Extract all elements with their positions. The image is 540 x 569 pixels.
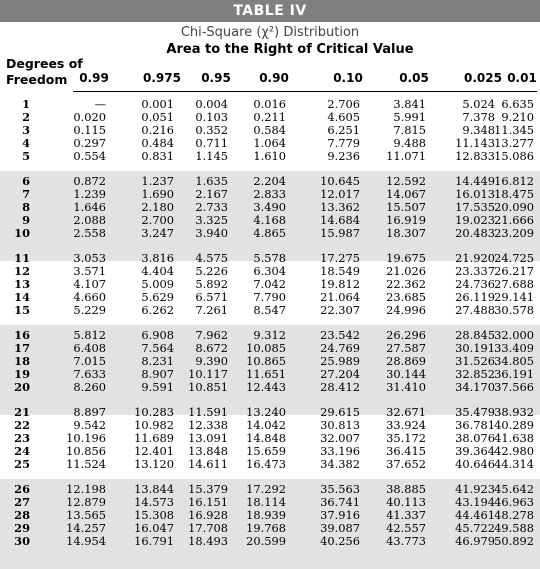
value-cell: 9.236: [327, 149, 360, 163]
value-cell: 25.989: [320, 354, 360, 368]
table-title-banner: TABLE IV: [0, 0, 540, 22]
value-cell: 24.736: [455, 277, 495, 291]
value-cell: 10.117: [188, 367, 228, 381]
value-cell: 2.733: [195, 200, 228, 214]
value-cell: 19.768: [246, 521, 286, 535]
value-cell: 13.277: [494, 136, 534, 150]
column-header: 0.025: [464, 71, 502, 85]
value-cell: 16.047: [134, 521, 174, 535]
value-cell: 30.191: [455, 341, 495, 355]
value-cell: 19.023: [455, 213, 495, 227]
value-cell: 10.865: [246, 354, 286, 368]
value-cell: 27.204: [320, 367, 360, 381]
value-cell: 10.085: [246, 341, 286, 355]
value-cell: 27.587: [386, 341, 426, 355]
value-cell: —: [94, 97, 106, 111]
value-cell: 6.908: [141, 328, 174, 342]
value-cell: 3.325: [195, 213, 228, 227]
value-cell: 15.507: [386, 200, 426, 214]
value-cell: 1.064: [253, 136, 286, 150]
value-cell: 4.404: [141, 264, 174, 278]
value-cell: 12.592: [386, 174, 426, 188]
value-cell: 5.892: [195, 277, 228, 291]
value-cell: 36.741: [320, 495, 360, 509]
value-cell: 35.172: [386, 431, 426, 445]
value-cell: 37.916: [320, 508, 360, 522]
value-cell: 13.120: [134, 457, 174, 471]
value-cell: 7.815: [393, 123, 426, 137]
value-cell: 16.013: [455, 187, 495, 201]
df-cell: 4: [22, 136, 30, 150]
value-cell: 12.833: [455, 149, 495, 163]
df-cell: 17: [14, 341, 30, 355]
value-cell: 37.652: [386, 457, 426, 471]
column-header: 0.90: [259, 71, 289, 85]
value-cell: 6.251: [327, 123, 360, 137]
value-cell: 11.345: [494, 123, 534, 137]
distribution-subtitle: Chi-Square (χ²) Distribution: [180, 25, 360, 40]
value-cell: 26.296: [386, 328, 426, 342]
value-cell: 32.007: [320, 431, 360, 445]
value-cell: 11.651: [246, 367, 286, 381]
value-cell: 18.475: [494, 187, 534, 201]
value-cell: 14.684: [320, 213, 360, 227]
df-cell: 22: [14, 418, 30, 432]
column-header: 0.95: [201, 71, 231, 85]
value-cell: 14.067: [386, 187, 426, 201]
value-cell: 3.940: [195, 226, 228, 240]
value-cell: 3.816: [141, 251, 174, 265]
df-cell: 16: [14, 328, 30, 342]
value-cell: 35.479: [455, 405, 495, 419]
value-cell: 18.114: [246, 495, 286, 509]
df-cell: 19: [14, 367, 30, 381]
value-cell: 5.226: [195, 264, 228, 278]
value-cell: 0.584: [253, 123, 286, 137]
value-cell: 8.260: [73, 380, 106, 394]
value-cell: 17.275: [320, 251, 360, 265]
value-cell: 35.563: [320, 482, 360, 496]
value-cell: 13.565: [66, 508, 106, 522]
value-cell: 21.666: [494, 213, 534, 227]
value-cell: 23.209: [494, 226, 534, 240]
value-cell: 41.923: [455, 482, 495, 496]
value-cell: 0.297: [73, 136, 106, 150]
value-cell: 42.980: [494, 444, 534, 458]
value-cell: 14.449: [455, 174, 495, 188]
value-cell: 0.051: [141, 110, 174, 124]
value-cell: 6.408: [73, 341, 106, 355]
value-cell: 9.488: [393, 136, 426, 150]
df-cell: 29: [14, 521, 30, 535]
df-cell: 27: [14, 495, 30, 509]
value-cell: 13.240: [246, 405, 286, 419]
value-cell: 4.660: [73, 290, 106, 304]
value-cell: 3.247: [141, 226, 174, 240]
value-cell: 10.982: [134, 418, 174, 432]
value-cell: 33.196: [320, 444, 360, 458]
value-cell: 1.690: [141, 187, 174, 201]
value-cell: 15.086: [494, 149, 534, 163]
value-cell: 2.706: [327, 97, 360, 111]
value-cell: 11.143: [455, 136, 495, 150]
value-cell: 21.026: [386, 264, 426, 278]
value-cell: 12.198: [66, 482, 106, 496]
value-cell: 15.987: [320, 226, 360, 240]
value-cell: 8.897: [73, 405, 106, 419]
value-cell: 2.167: [195, 187, 228, 201]
df-cell: 15: [14, 303, 30, 317]
value-cell: 44.461: [455, 508, 495, 522]
df-cell: 30: [14, 534, 30, 548]
value-cell: 24.996: [386, 303, 426, 317]
value-cell: 17.708: [188, 521, 228, 535]
value-cell: 8.907: [141, 367, 174, 381]
df-cell: 2: [22, 110, 30, 124]
df-cell: 24: [14, 444, 30, 458]
df-cell: 26: [14, 482, 30, 496]
value-cell: 7.564: [141, 341, 174, 355]
value-cell: 3.490: [253, 200, 286, 214]
value-cell: 19.812: [320, 277, 360, 291]
value-cell: 0.216: [141, 123, 174, 137]
value-cell: 4.107: [73, 277, 106, 291]
value-cell: 0.554: [73, 149, 106, 163]
value-cell: 45.642: [494, 482, 534, 496]
value-cell: 5.024: [462, 97, 495, 111]
value-cell: 5.629: [141, 290, 174, 304]
value-cell: 12.443: [246, 380, 286, 394]
value-cell: 28.845: [455, 328, 495, 342]
value-cell: 0.352: [195, 123, 228, 137]
value-cell: 3.571: [73, 264, 106, 278]
value-cell: 9.542: [73, 418, 106, 432]
value-cell: 41.638: [494, 431, 534, 445]
value-cell: 9.312: [253, 328, 286, 342]
value-cell: 26.217: [494, 264, 534, 278]
header-rule: [73, 91, 537, 92]
value-cell: 13.362: [320, 200, 360, 214]
value-cell: 5.009: [141, 277, 174, 291]
value-cell: 49.588: [494, 521, 534, 535]
df-cell: 3: [22, 123, 30, 137]
value-cell: 29.615: [320, 405, 360, 419]
value-cell: 48.278: [494, 508, 534, 522]
value-cell: 31.410: [386, 380, 426, 394]
value-cell: 1.646: [73, 200, 106, 214]
value-cell: 12.879: [66, 495, 106, 509]
value-cell: 14.042: [246, 418, 286, 432]
value-cell: 32.671: [386, 405, 426, 419]
value-cell: 16.151: [188, 495, 228, 509]
value-cell: 16.928: [188, 508, 228, 522]
value-cell: 23.337: [455, 264, 495, 278]
df-cell: 7: [22, 187, 30, 201]
df-header-line-2: Freedom: [6, 72, 68, 87]
value-cell: 9.390: [195, 354, 228, 368]
value-cell: 30.144: [386, 367, 426, 381]
value-cell: 30.813: [320, 418, 360, 432]
value-cell: 14.573: [134, 495, 174, 509]
value-cell: 9.210: [501, 110, 534, 124]
value-cell: 46.963: [494, 495, 534, 509]
df-cell: 14: [14, 290, 30, 304]
value-cell: 28.412: [320, 380, 360, 394]
value-cell: 17.292: [246, 482, 286, 496]
value-cell: 1.610: [253, 149, 286, 163]
value-cell: 7.790: [253, 290, 286, 304]
value-cell: 0.115: [73, 123, 106, 137]
value-cell: 30.578: [494, 303, 534, 317]
value-cell: 44.314: [494, 457, 534, 471]
column-header: 0.01: [507, 71, 537, 85]
value-cell: 0.711: [195, 136, 228, 150]
value-cell: 27.688: [494, 277, 534, 291]
value-cell: 14.257: [66, 521, 106, 535]
value-cell: 6.635: [501, 97, 534, 111]
value-cell: 10.851: [188, 380, 228, 394]
value-cell: 2.700: [141, 213, 174, 227]
value-cell: 36.415: [386, 444, 426, 458]
value-cell: 36.191: [494, 367, 534, 381]
value-cell: 8.231: [141, 354, 174, 368]
table-row: [0, 150, 540, 163]
value-cell: 38.932: [494, 405, 534, 419]
value-cell: 0.001: [141, 97, 174, 111]
value-cell: 5.991: [393, 110, 426, 124]
value-cell: 4.575: [195, 251, 228, 265]
value-cell: 18.939: [246, 508, 286, 522]
value-cell: 9.348: [462, 123, 495, 137]
value-cell: 7.633: [73, 367, 106, 381]
value-cell: 11.071: [386, 149, 426, 163]
value-cell: 12.401: [134, 444, 174, 458]
value-cell: 11.591: [188, 405, 228, 419]
value-cell: 26.119: [455, 290, 495, 304]
value-cell: 39.087: [320, 521, 360, 535]
value-cell: 7.779: [327, 136, 360, 150]
df-cell: 9: [22, 213, 30, 227]
value-cell: 0.020: [73, 110, 106, 124]
column-header: 0.10: [333, 71, 363, 85]
value-cell: 28.869: [386, 354, 426, 368]
value-cell: 27.488: [455, 303, 495, 317]
df-cell: 5: [22, 149, 30, 163]
value-cell: 40.113: [386, 495, 426, 509]
value-cell: 36.781: [455, 418, 495, 432]
value-cell: 6.571: [195, 290, 228, 304]
value-cell: 32.852: [455, 367, 495, 381]
df-cell: 28: [14, 508, 30, 522]
value-cell: 50.892: [494, 534, 534, 548]
value-cell: 38.076: [455, 431, 495, 445]
value-cell: 24.769: [320, 341, 360, 355]
value-cell: 13.848: [188, 444, 228, 458]
value-cell: 2.833: [253, 187, 286, 201]
value-cell: 2.088: [73, 213, 106, 227]
value-cell: 21.064: [320, 290, 360, 304]
df-cell: 1: [22, 97, 30, 111]
value-cell: 6.304: [253, 264, 286, 278]
value-cell: 45.722: [455, 521, 495, 535]
value-cell: 4.168: [253, 213, 286, 227]
df-cell: 6: [22, 174, 30, 188]
value-cell: 1.145: [195, 149, 228, 163]
value-cell: 7.042: [253, 277, 286, 291]
value-cell: 8.672: [195, 341, 228, 355]
value-cell: 22.362: [386, 277, 426, 291]
value-cell: 42.557: [386, 521, 426, 535]
value-cell: 0.004: [195, 97, 228, 111]
value-cell: 5.229: [73, 303, 106, 317]
value-cell: 10.645: [320, 174, 360, 188]
df-cell: 12: [14, 264, 30, 278]
value-cell: 11.524: [66, 457, 106, 471]
value-cell: 7.015: [73, 354, 106, 368]
value-cell: 40.256: [320, 534, 360, 548]
df-cell: 8: [22, 200, 30, 214]
value-cell: 20.599: [246, 534, 286, 548]
value-cell: 10.856: [66, 444, 106, 458]
value-cell: 4.865: [253, 226, 286, 240]
value-cell: 2.558: [73, 226, 106, 240]
value-cell: 18.307: [386, 226, 426, 240]
value-cell: 16.791: [134, 534, 174, 548]
table-row: [0, 381, 540, 394]
column-header: 0.975: [143, 71, 181, 85]
table-row: [0, 227, 540, 240]
value-cell: 1.635: [195, 174, 228, 188]
column-header: 0.99: [79, 71, 109, 85]
value-cell: 5.812: [73, 328, 106, 342]
table-row: [0, 304, 540, 317]
value-cell: 20.090: [494, 200, 534, 214]
value-cell: 23.685: [386, 290, 426, 304]
value-cell: 46.979: [455, 534, 495, 548]
value-cell: 34.805: [494, 354, 534, 368]
value-cell: 3.841: [393, 97, 426, 111]
column-header: 0.05: [399, 71, 429, 85]
value-cell: 43.773: [386, 534, 426, 548]
value-cell: 0.831: [141, 149, 174, 163]
value-cell: 1.237: [141, 174, 174, 188]
value-cell: 8.547: [253, 303, 286, 317]
value-cell: 1.239: [73, 187, 106, 201]
value-cell: 40.289: [494, 418, 534, 432]
table-row: [0, 458, 540, 471]
value-cell: 20.483: [455, 226, 495, 240]
value-cell: 16.919: [386, 213, 426, 227]
value-cell: 32.000: [494, 328, 534, 342]
area-subtitle: Area to the Right of Critical Value: [166, 42, 414, 57]
value-cell: 9.591: [141, 380, 174, 394]
value-cell: 15.379: [188, 482, 228, 496]
value-cell: 0.103: [195, 110, 228, 124]
value-cell: 10.196: [66, 431, 106, 445]
value-cell: 18.493: [188, 534, 228, 548]
value-cell: 41.337: [386, 508, 426, 522]
value-cell: 31.526: [455, 354, 495, 368]
value-cell: 43.194: [455, 495, 495, 509]
table-row: [0, 535, 540, 548]
df-cell: 11: [14, 251, 30, 265]
value-cell: 4.605: [327, 110, 360, 124]
value-cell: 2.204: [253, 174, 286, 188]
df-header-line-1: Degrees of: [6, 56, 83, 71]
value-cell: 0.872: [73, 174, 106, 188]
df-cell: 20: [14, 380, 30, 394]
value-cell: 37.566: [494, 380, 534, 394]
value-cell: 40.646: [455, 457, 495, 471]
value-cell: 34.382: [320, 457, 360, 471]
df-cell: 13: [14, 277, 30, 291]
value-cell: 38.885: [386, 482, 426, 496]
df-cell: 25: [14, 457, 30, 471]
df-cell: 21: [14, 405, 30, 419]
value-cell: 22.307: [320, 303, 360, 317]
value-cell: 23.542: [320, 328, 360, 342]
value-cell: 15.308: [134, 508, 174, 522]
value-cell: 12.338: [188, 418, 228, 432]
value-cell: 12.017: [320, 187, 360, 201]
value-cell: 14.954: [66, 534, 106, 548]
value-cell: 39.364: [455, 444, 495, 458]
value-cell: 18.549: [320, 264, 360, 278]
value-cell: 15.659: [246, 444, 286, 458]
value-cell: 0.484: [141, 136, 174, 150]
value-cell: 14.848: [246, 431, 286, 445]
value-cell: 16.473: [246, 457, 286, 471]
value-cell: 10.283: [134, 405, 174, 419]
value-cell: 7.261: [195, 303, 228, 317]
value-cell: 0.016: [253, 97, 286, 111]
value-cell: 16.812: [494, 174, 534, 188]
value-cell: 29.141: [494, 290, 534, 304]
value-cell: 5.578: [253, 251, 286, 265]
value-cell: 2.180: [141, 200, 174, 214]
df-cell: 23: [14, 431, 30, 445]
value-cell: 13.091: [188, 431, 228, 445]
value-cell: 0.211: [253, 110, 286, 124]
value-cell: 21.920: [455, 251, 495, 265]
value-cell: 24.725: [494, 251, 534, 265]
value-cell: 14.611: [188, 457, 228, 471]
value-cell: 34.170: [455, 380, 495, 394]
value-cell: 13.844: [134, 482, 174, 496]
value-cell: 6.262: [141, 303, 174, 317]
value-cell: 3.053: [73, 251, 106, 265]
value-cell: 11.689: [134, 431, 174, 445]
df-cell: 18: [14, 354, 30, 368]
value-cell: 7.378: [462, 110, 495, 124]
value-cell: 19.675: [386, 251, 426, 265]
value-cell: 33.409: [494, 341, 534, 355]
df-cell: 10: [14, 226, 30, 240]
value-cell: 7.962: [195, 328, 228, 342]
value-cell: 17.535: [455, 200, 495, 214]
value-cell: 33.924: [386, 418, 426, 432]
